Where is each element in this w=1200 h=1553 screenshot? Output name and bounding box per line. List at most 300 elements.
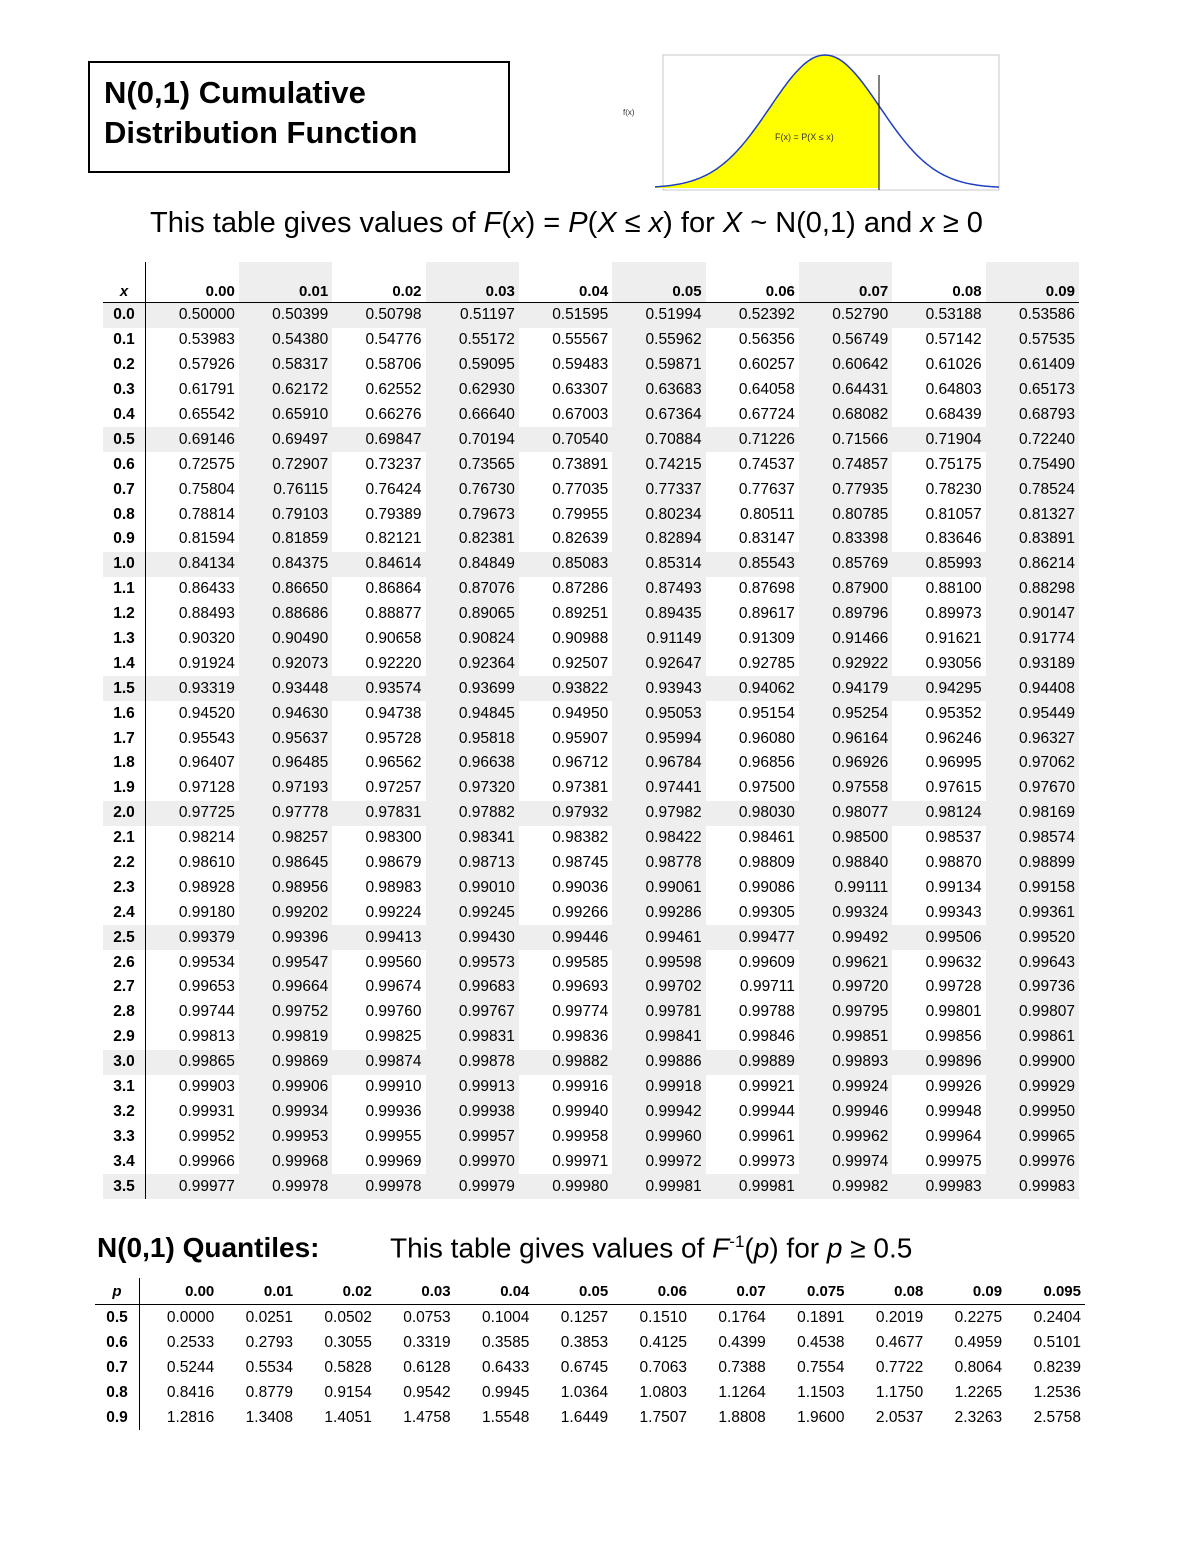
cdf-cell: 0.65542	[178, 406, 235, 423]
cdf-cell: 0.84849	[426, 552, 519, 577]
quantiles-cell: 1.8808	[718, 1408, 766, 1426]
cdf-cell: 0.99975	[925, 1152, 982, 1170]
cdf-table-row	[103, 477, 1079, 502]
cdf-cell: 0.78230	[925, 480, 982, 498]
cdf-cell: 0.99981	[612, 1174, 705, 1199]
cdf-cell: 0.99903	[178, 1078, 235, 1096]
cdf-row-header: 0.7	[103, 477, 146, 502]
cdf-row-header: 3.5	[103, 1174, 146, 1199]
cdf-cell: 0.67003	[552, 406, 609, 423]
cdf-cell: 0.76115	[239, 477, 332, 502]
cdf-cell: 0.92922	[799, 651, 892, 676]
cdf-cell: 0.99245	[426, 900, 519, 925]
cdf-cell: 0.53983	[178, 331, 235, 349]
cdf-cell: 0.95818	[426, 726, 519, 751]
cdf-cell: 0.62172	[239, 378, 332, 403]
quantiles-cell: 0.9945	[481, 1383, 530, 1401]
cdf-cell: 0.97500	[738, 779, 795, 797]
cdf-cell: 0.95637	[239, 726, 332, 751]
cdf-column-header: 0.00	[205, 283, 235, 300]
quantiles-row-header: 0.8	[95, 1380, 140, 1405]
cdf-row-header: 1.8	[103, 751, 146, 776]
cdf-cell: 0.99305	[738, 903, 795, 921]
quantiles-cell: 1.7507	[639, 1408, 687, 1426]
cdf-cell: 0.98461	[738, 829, 795, 847]
cdf-table-row	[103, 303, 1079, 328]
quantiles-table-row	[95, 1380, 1085, 1405]
cdf-cell: 0.99609	[738, 953, 795, 971]
cdf-cell: 0.99977	[146, 1174, 239, 1199]
cdf-cell: 0.50000	[146, 303, 239, 328]
cdf-cell: 0.54776	[365, 331, 422, 349]
cdf-cell: 0.90658	[365, 630, 422, 648]
cdf-table-row	[103, 602, 1079, 627]
cdf-cell: 0.96562	[365, 754, 422, 772]
cdf-cell: 0.98899	[986, 851, 1079, 876]
cdf-cell: 0.55172	[426, 328, 519, 353]
cdf-cell: 0.99983	[986, 1174, 1079, 1199]
cdf-cell: 0.99983	[892, 1174, 985, 1199]
title-line-2: Distribution Function	[104, 115, 418, 150]
cdf-cell: 0.80511	[740, 505, 795, 523]
quantiles-cell: 0.4959	[954, 1333, 1003, 1351]
cdf-cell: 0.99878	[426, 1050, 519, 1075]
cdf-cell: 0.99981	[706, 1174, 799, 1199]
cdf-cell: 0.69497	[239, 427, 332, 452]
cdf-cell: 0.96407	[178, 754, 235, 772]
cdf-row-header: 2.0	[103, 801, 146, 826]
quantiles-cell: 0.9542	[403, 1383, 451, 1401]
cdf-cell: 0.56749	[799, 328, 892, 353]
cdf-cell: 0.99978	[239, 1174, 332, 1199]
cdf-cell: 0.99664	[239, 975, 332, 1000]
cdf-cell: 0.51595	[519, 303, 612, 328]
cdf-cell: 0.99982	[799, 1174, 892, 1199]
cdf-cell: 0.97381	[552, 779, 609, 797]
cdf-cell: 0.60642	[799, 353, 892, 378]
cdf-cell: 0.89065	[426, 602, 519, 627]
cdf-cell: 0.64431	[799, 378, 892, 403]
quantiles-cell: 1.3408	[245, 1408, 294, 1426]
cdf-cell: 0.61026	[925, 356, 982, 374]
cdf-cell: 0.76730	[426, 477, 519, 502]
quantiles-row-header: 0.9	[95, 1405, 140, 1430]
cdf-row-header: 2.9	[103, 1025, 146, 1050]
quantiles-cell: 0.1764	[718, 1308, 766, 1326]
cdf-cell: 0.85769	[799, 552, 892, 577]
cdf-table-row	[103, 378, 1079, 403]
cdf-table-row	[103, 328, 1079, 353]
cdf-row-header: 2.6	[103, 950, 146, 975]
cdf-cell: 0.99886	[612, 1050, 705, 1075]
cdf-cell: 0.70884	[612, 427, 705, 452]
cdf-cell: 0.93056	[925, 654, 982, 672]
cdf-cell: 0.98713	[426, 851, 519, 876]
cdf-cell: 0.64803	[925, 381, 982, 399]
cdf-cell: 0.55962	[612, 328, 705, 353]
quantiles-row-header: 0.6	[95, 1330, 140, 1355]
cdf-cell: 0.99906	[239, 1075, 332, 1100]
cdf-cell: 0.79389	[365, 505, 422, 523]
quantiles-cell: 0.1004	[481, 1308, 530, 1326]
cdf-cell: 0.99585	[552, 953, 609, 971]
cdf-table-row	[103, 1025, 1079, 1050]
cdf-cell: 0.99361	[986, 900, 1079, 925]
cdf-cell: 0.91309	[738, 630, 795, 648]
quantiles-cell: 0.5101	[1033, 1333, 1081, 1351]
cdf-cell: 0.99560	[365, 953, 422, 971]
cdf-cell: 0.98214	[178, 829, 235, 847]
quantiles-cell: 1.1750	[875, 1383, 924, 1401]
cdf-cell: 0.98341	[426, 826, 519, 851]
cdf-row-header: 0.5	[103, 427, 146, 452]
cdf-cell: 0.99446	[519, 925, 612, 950]
quantiles-table-row	[95, 1405, 1085, 1430]
cdf-cell: 0.98300	[365, 829, 422, 847]
cdf-cell: 0.99795	[799, 1000, 892, 1025]
quantiles-column-header: 0.09	[972, 1282, 1003, 1300]
cdf-cell: 0.96246	[925, 729, 982, 747]
cdf-cell: 0.95728	[365, 729, 422, 747]
cdf-table-row	[103, 1149, 1079, 1174]
cdf-cell: 0.99846	[738, 1028, 795, 1046]
cdf-cell: 0.99968	[239, 1149, 332, 1174]
quantiles-cell: 0.2275	[954, 1308, 1003, 1326]
cdf-cell: 0.99979	[426, 1174, 519, 1199]
cdf-cell: 0.99720	[799, 975, 892, 1000]
cdf-cell: 0.99900	[986, 1050, 1079, 1075]
quantiles-column-header: 0.01	[263, 1282, 294, 1300]
quantiles-column-header: 0.04	[500, 1282, 530, 1300]
cdf-cell: 0.58317	[239, 353, 332, 378]
cdf-row-header: 0.9	[103, 527, 146, 552]
cdf-cell: 0.71904	[892, 427, 985, 452]
cdf-cell: 0.98169	[986, 801, 1079, 826]
cdf-cell: 0.82894	[612, 527, 705, 552]
curve-label: F(x) = P(X ≤ x)	[775, 132, 834, 142]
cdf-cell: 0.97062	[986, 751, 1079, 776]
cdf-table-row	[103, 726, 1079, 751]
cdf-cell: 0.98840	[799, 851, 892, 876]
quantiles-cell: 0.4399	[718, 1333, 766, 1351]
cdf-row-header: 1.3	[103, 627, 146, 652]
quantiles-cell: 0.5828	[324, 1358, 372, 1376]
cdf-cell: 0.86433	[178, 580, 235, 598]
quantiles-cell: 0.2019	[875, 1308, 924, 1326]
cdf-cell: 0.99693	[552, 978, 609, 996]
cdf-cell: 0.57926	[178, 356, 235, 374]
cdf-cell: 0.99934	[239, 1100, 332, 1125]
cdf-table-row	[103, 1100, 1079, 1125]
quantiles-cell: 0.3055	[324, 1333, 372, 1351]
cdf-cell: 0.99841	[612, 1025, 705, 1050]
cdf-cell: 0.95352	[925, 704, 982, 722]
cdf-row-header: 1.5	[103, 676, 146, 701]
cdf-cell: 0.99865	[146, 1050, 239, 1075]
cdf-cell: 0.72575	[178, 455, 235, 473]
cdf-cell: 0.92364	[426, 651, 519, 676]
quantiles-table-row	[95, 1305, 1085, 1331]
quantiles-cell: 2.3263	[954, 1408, 1003, 1426]
cdf-cell: 0.86214	[986, 552, 1079, 577]
quantiles-cell: 1.2536	[1033, 1383, 1081, 1401]
quantiles-cell: 1.5548	[481, 1408, 530, 1426]
cdf-table-row	[103, 900, 1079, 925]
cdf-cell: 0.99702	[612, 975, 705, 1000]
cdf-table-row	[103, 751, 1079, 776]
cdf-cell: 0.58706	[365, 356, 422, 374]
cdf-cell: 0.99111	[799, 875, 892, 900]
cdf-cell: 0.99728	[925, 978, 982, 996]
cdf-cell: 0.52392	[706, 303, 799, 328]
quantiles-cell: 1.9600	[797, 1408, 845, 1426]
cdf-cell: 0.57535	[986, 328, 1079, 353]
cdf-cell: 0.99946	[799, 1100, 892, 1125]
cdf-cell: 0.90147	[986, 602, 1079, 627]
cdf-cell: 0.51197	[426, 303, 519, 328]
cdf-cell: 0.99134	[925, 878, 982, 896]
cdf-cell: 0.99324	[799, 900, 892, 925]
cdf-row-header: 2.4	[103, 900, 146, 925]
cdf-cell: 0.73565	[426, 452, 519, 477]
quantiles-cell: 0.8064	[954, 1358, 1003, 1376]
cdf-cell: 0.96856	[738, 754, 795, 772]
cdf-cell: 0.88877	[365, 605, 422, 623]
quantiles-column-header: 0.095	[1043, 1282, 1081, 1300]
cdf-table-row	[103, 676, 1079, 701]
cdf-cell: 0.66276	[365, 406, 422, 423]
cdf-cell: 0.80234	[612, 502, 705, 527]
cdf-cell: 0.90490	[239, 627, 332, 652]
cdf-cell: 0.99831	[426, 1025, 519, 1050]
cdf-row-header: 2.8	[103, 1000, 146, 1025]
cdf-cell: 0.74537	[738, 455, 795, 473]
cdf-cell: 0.97558	[799, 776, 892, 801]
cdf-cell: 0.65173	[986, 378, 1079, 403]
cdf-cell: 0.83398	[799, 527, 892, 552]
cdf-cell: 0.81057	[925, 505, 982, 523]
cdf-cell: 0.84614	[332, 552, 425, 577]
cdf-cell: 0.99962	[799, 1124, 892, 1149]
cdf-cell: 0.99492	[799, 925, 892, 950]
cdf-cell: 0.99918	[612, 1075, 705, 1100]
title-box	[88, 61, 510, 173]
cdf-cell: 0.99976	[986, 1149, 1079, 1174]
cdf-cell: 0.99958	[552, 1127, 609, 1145]
quantiles-cell: 0.3585	[481, 1333, 530, 1351]
cdf-cell: 0.99944	[738, 1102, 795, 1120]
quantiles-cell: 0.2793	[245, 1333, 294, 1351]
cdf-cell: 0.99807	[986, 1000, 1079, 1025]
quantiles-cell: 0.6433	[481, 1358, 530, 1376]
cdf-cell: 0.95543	[178, 729, 235, 747]
quantiles-column-header: 0.05	[578, 1282, 609, 1300]
cdf-cell: 0.94179	[799, 676, 892, 701]
cdf-cell: 0.99736	[986, 975, 1079, 1000]
cdf-cell: 0.99970	[426, 1149, 519, 1174]
cdf-cell: 0.99874	[332, 1050, 425, 1075]
cdf-cell: 0.97778	[239, 801, 332, 826]
cdf-cell: 0.99621	[799, 950, 892, 975]
cdf-cell: 0.53188	[892, 303, 985, 328]
cdf-cell: 0.99955	[365, 1127, 422, 1145]
cdf-cell: 0.99461	[612, 925, 705, 950]
cdf-row-header: 3.2	[103, 1100, 146, 1125]
quantiles-subtitle: This table gives values of $F^{-1}(p)$ for p ≥ 0.5	[390, 1232, 913, 1264]
quantiles-column-header: 0.00	[185, 1282, 215, 1300]
cdf-cell: 0.89251	[552, 605, 609, 623]
cdf-cell: 0.96712	[552, 754, 609, 772]
cdf-cell: 0.50798	[332, 303, 425, 328]
cdf-cell: 0.99974	[799, 1149, 892, 1174]
cdf-cell: 0.88493	[178, 605, 235, 623]
cdf-cell: 0.99396	[239, 925, 332, 950]
cdf-cell: 0.99413	[332, 925, 425, 950]
cdf-row-header: 2.5	[103, 925, 146, 950]
cdf-cell: 0.99980	[519, 1174, 612, 1199]
cdf-row-header: 1.0	[103, 552, 146, 577]
cdf-cell: 0.98124	[892, 801, 985, 826]
cdf-cell: 0.77337	[612, 477, 705, 502]
cdf-cell: 0.59483	[552, 356, 609, 374]
cdf-table-row	[103, 427, 1079, 452]
cdf-cell: 0.99158	[986, 875, 1079, 900]
cdf-cell: 0.93319	[146, 676, 239, 701]
cdf-row-header: 3.0	[103, 1050, 146, 1075]
cdf-cell: 0.61409	[986, 353, 1079, 378]
cdf-cell: 0.96926	[799, 751, 892, 776]
quantiles-column-header: 0.03	[421, 1282, 451, 1300]
cdf-cell: 0.99825	[365, 1028, 422, 1046]
cdf-cell: 0.97441	[612, 776, 705, 801]
cdf-cell: 0.79103	[239, 502, 332, 527]
quantiles-cell: 0.4677	[875, 1333, 924, 1351]
cdf-cell: 0.79955	[552, 505, 609, 523]
cdf-cell: 0.94062	[706, 676, 799, 701]
cdf-cell: 0.87076	[426, 577, 519, 602]
cdf-cell: 0.87286	[552, 580, 609, 598]
cdf-cell: 0.91149	[612, 627, 705, 652]
cdf-cell: 0.88100	[925, 580, 982, 598]
cdf-cell: 0.84134	[146, 552, 239, 577]
cdf-cell: 0.99957	[426, 1124, 519, 1149]
cdf-cell: 0.97257	[365, 779, 422, 797]
quantiles-cell: 2.0537	[875, 1408, 924, 1426]
quantiles-cell: 0.1510	[639, 1308, 687, 1326]
cdf-cell: 0.52790	[799, 303, 892, 328]
cdf-cell: 0.99430	[426, 925, 519, 950]
cdf-cell: 0.99913	[426, 1075, 519, 1100]
cdf-cell: 0.99674	[365, 978, 422, 996]
cdf-cell: 0.99547	[239, 950, 332, 975]
quantiles-cell: 0.0753	[403, 1308, 451, 1326]
cdf-cell: 0.99752	[239, 1000, 332, 1025]
cdf-column-header: 0.03	[426, 262, 519, 303]
cdf-cell: 0.99573	[426, 950, 519, 975]
cdf-cell: 0.99971	[552, 1152, 609, 1170]
cdf-cell: 0.99882	[519, 1050, 612, 1075]
quantiles-row-header: 0.7	[95, 1355, 140, 1380]
cdf-cell: 0.98574	[986, 826, 1079, 851]
quantiles-corner-header: p	[95, 1278, 140, 1305]
cdf-cell: 0.98745	[552, 854, 609, 872]
page-title	[104, 73, 417, 153]
cdf-cell: 0.98500	[799, 826, 892, 851]
cdf-column-header: 0.02	[392, 283, 422, 300]
cdf-cell: 0.94295	[892, 676, 985, 701]
cdf-cell: 0.99266	[552, 903, 609, 921]
cdf-cell: 0.99010	[426, 875, 519, 900]
quantiles-cell: 0.8779	[245, 1383, 294, 1401]
cdf-cell: 0.83147	[738, 530, 795, 548]
cdf-cell: 0.99851	[799, 1025, 892, 1050]
cdf-cell: 0.99973	[738, 1152, 795, 1170]
cdf-column-header: 0.07	[799, 262, 892, 303]
quantiles-cell: 1.1503	[797, 1383, 845, 1401]
cdf-cell: 0.98983	[365, 878, 422, 896]
cdf-cell: 0.88686	[239, 602, 332, 627]
quantiles-cell: 0.6745	[560, 1358, 609, 1376]
quantiles-column-header: 0.06	[657, 1282, 687, 1300]
cdf-cell: 0.85993	[892, 552, 985, 577]
cdf-cell: 0.99801	[925, 1003, 982, 1021]
cdf-column-header: 0.04	[579, 283, 609, 300]
cdf-cell: 0.99972	[612, 1149, 705, 1174]
cdf-cell: 0.92073	[239, 651, 332, 676]
cdf-cell: 0.99180	[178, 903, 235, 921]
cdf-cell: 0.99942	[612, 1100, 705, 1125]
cdf-cell: 0.87900	[799, 577, 892, 602]
cdf-table-row	[103, 1075, 1079, 1100]
cdf-cell: 0.99744	[178, 1003, 235, 1021]
cdf-table-row	[103, 353, 1079, 378]
cdf-cell: 0.99819	[239, 1025, 332, 1050]
cdf-cell: 0.99632	[925, 953, 982, 971]
cdf-cell: 0.99836	[552, 1028, 609, 1046]
cdf-cell: 0.81594	[178, 530, 235, 548]
cdf-cell: 0.79673	[426, 502, 519, 527]
cdf-row-header: 3.1	[103, 1075, 146, 1100]
cdf-cell: 0.96638	[426, 751, 519, 776]
cdf-cell: 0.77935	[799, 477, 892, 502]
cdf-table-row	[103, 1124, 1079, 1149]
cdf-cell: 0.85314	[612, 552, 705, 577]
cdf-cell: 0.99896	[892, 1050, 985, 1075]
cdf-cell: 0.57142	[925, 331, 982, 349]
cdf-cell: 0.68793	[986, 403, 1079, 428]
cdf-cell: 0.99952	[178, 1127, 235, 1145]
cdf-table-wrap	[103, 262, 1079, 1199]
cdf-column-header: 0.09	[986, 262, 1079, 303]
cdf-cell: 0.95254	[799, 701, 892, 726]
cdf-cell: 0.69146	[146, 427, 239, 452]
cdf-row-header: 2.7	[103, 975, 146, 1000]
quantiles-cell: 1.4051	[324, 1408, 372, 1426]
cdf-cell: 0.99813	[178, 1028, 235, 1046]
cdf-cell: 0.99061	[612, 875, 705, 900]
cdf-table-row	[103, 403, 1079, 428]
cdf-cell: 0.89435	[612, 602, 705, 627]
cdf-cell: 0.51994	[612, 303, 705, 328]
cdf-table-row	[103, 826, 1079, 851]
cdf-table-row	[103, 950, 1079, 975]
cdf-row-header: 2.2	[103, 851, 146, 876]
cdf-cell: 0.98030	[706, 801, 799, 826]
cdf-cell: 0.62930	[426, 378, 519, 403]
cdf-table-row	[103, 502, 1079, 527]
title-line-1: N(0,1) Cumulative	[104, 75, 366, 110]
cdf-cell: 0.91621	[925, 630, 982, 648]
